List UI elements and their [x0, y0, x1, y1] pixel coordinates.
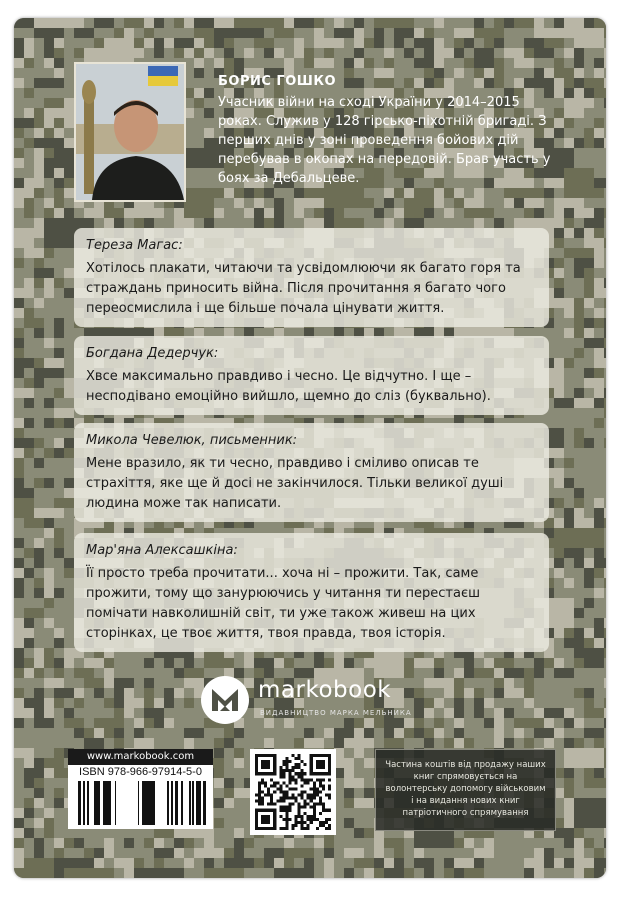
isbn-number: ISBN 978-966-97914-5-0: [79, 766, 202, 778]
publisher-website: www.markobook.com: [68, 749, 213, 765]
publisher-name: markobook: [258, 677, 392, 703]
review-text: Хвсе максимально правдиво і чесно. Це відчутно. І ще – несподівано емоційно вийшло, щемно до сліз (буквально).: [86, 369, 491, 404]
author-name: БОРИС ГОШКО: [218, 74, 337, 89]
reviewer-name: Тереза Магас:: [86, 238, 183, 253]
reviewer-name: Микола Чевелюк, письменник:: [86, 433, 298, 448]
markobook-logo-icon: [200, 675, 250, 725]
review-card: [74, 336, 549, 415]
book-back-cover: [14, 18, 606, 878]
review-card: [74, 533, 549, 652]
author-block: [218, 74, 558, 188]
isbn-barcode-block: [68, 749, 213, 829]
publisher-tagline: ВИДАВНИЦТВО МАРКА МЕЛЬНИКА: [260, 709, 412, 717]
qr-code-icon: [255, 754, 331, 830]
review-card: [74, 423, 549, 522]
author-portrait-icon: [76, 64, 184, 200]
review-text: Хотілось плакати, читаючи та усвідомлюючи як багато горя та страждань приносить війна. Після прочитання я багато чого переосмислила і ще більше почала цінувати життя.: [86, 261, 521, 316]
qr-code-block: [250, 749, 336, 835]
reviewer-name: Мар'яна Алексашкіна:: [86, 543, 238, 558]
charity-note: Частина коштів від продажу наших книг спрямовується на волонтерську допомогу військовим і на видання нових книг патріотичного спрямування: [375, 749, 556, 831]
reviewer-name: Богдана Дедерчук:: [86, 346, 219, 361]
author-bio: Учасник війни на сході України у 2014–2015 роках. Служив у 128 гірсько-піхотній бригаді. З перших днів у зоні проведення бойових дій перебував в окопах на передовій. Брав участь у боях за Дебальцеве.: [218, 95, 551, 186]
review-text: Її просто треба прочитати... хоча ні – прожити. Так, саме прожити, тому що занурюючись у читання ти перестаєш помічати навколишній світ, ти уже також живеш на цих сторінках, це твоє життя, твоя правда, твоя історія.: [86, 566, 480, 641]
review-card: [74, 228, 549, 327]
review-text: Мене вразило, як ти чесно, правдиво і сміливо описав те страхіття, яке ще й досі не закінчилося. Тільки великої душі людина може так написати.: [86, 456, 504, 511]
author-photo: [74, 62, 186, 202]
publisher-logo: [200, 673, 440, 733]
barcode-icon: [74, 781, 207, 825]
